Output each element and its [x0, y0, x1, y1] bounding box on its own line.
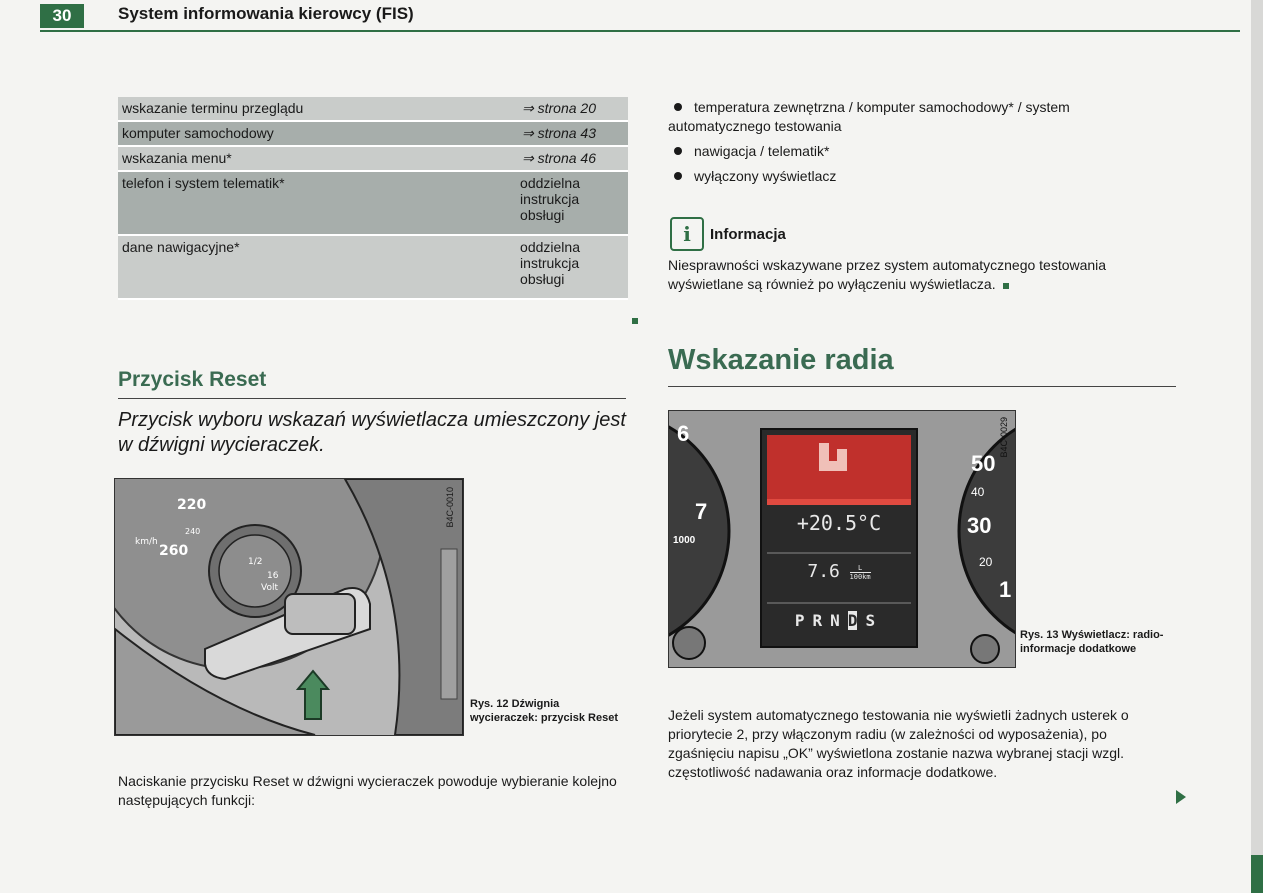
wiper-lever-illustration: [115, 479, 463, 735]
info-icon: i: [670, 217, 704, 251]
gear-p: P: [794, 611, 813, 630]
table-cell-label: dane nawigacyjne*: [118, 235, 516, 299]
bullet-icon: [674, 147, 682, 155]
table-cell-ref[interactable]: ⇒ strona 43: [516, 121, 628, 146]
section-rule: [668, 386, 1176, 387]
list-item: nawigacja / telematik*: [668, 142, 1168, 161]
dial-label: 30: [967, 513, 992, 538]
gauge-label: Volt: [261, 583, 278, 593]
section-tab: [1251, 855, 1263, 893]
gauge-label: 1/2: [248, 557, 263, 567]
end-marker: [1003, 283, 1009, 289]
table-row: [118, 97, 628, 121]
wiper-lever-figure: [114, 478, 464, 736]
dial-label: 6: [677, 421, 690, 446]
table-cell-ref: oddzielna instrukcja obsługi: [516, 235, 628, 299]
gear-indicator: [767, 611, 911, 630]
table-cell-label: wskazanie terminu przeglądu: [118, 97, 516, 121]
table-cell-label: komputer samochodowy: [118, 121, 516, 146]
section-heading: Przycisk Reset: [118, 368, 267, 391]
gear-d-active: D: [847, 611, 858, 630]
table-cell-ref[interactable]: ⇒ strona 46: [516, 146, 628, 171]
gauge-label: km/h: [135, 537, 158, 547]
info-text: Niesprawności wskazywane przez system automatycznego testowania wyświetlane są również po wyłączeniu wyświetlacza.: [668, 257, 1107, 292]
section-heading: Wskazanie radia: [668, 344, 894, 376]
bullet-icon: [674, 172, 682, 180]
caption-text: Wyświetlacz: radio-informacje dodatkowe: [1020, 629, 1164, 655]
gear-n: N: [830, 611, 848, 630]
body-paragraph: Naciskanie przycisku Reset w dźwigni wycieraczek powoduje wybieranie kolejno następujących funkcji:: [118, 773, 617, 808]
caption-label: Rys. 13: [1020, 629, 1059, 641]
gauge-label: 260: [159, 543, 189, 559]
table-cell-ref: oddzielna instrukcja obsługi: [516, 171, 628, 235]
dial-label: 1000: [673, 535, 696, 546]
figure-code: B4C-0010: [445, 487, 455, 528]
section-rule: [118, 398, 626, 399]
table-cell-label: telefon i system telematik*: [118, 171, 516, 235]
caption-text: Dźwignia wycieraczek: przycisk Reset: [470, 698, 618, 724]
figure-caption: [470, 697, 620, 725]
info-title: Informacja: [710, 226, 786, 243]
gauge-label: 16: [267, 571, 279, 581]
dial-label: 1: [999, 577, 1012, 602]
header-rule: [40, 30, 1240, 32]
table-row: [118, 235, 628, 299]
dial-label: 20: [979, 555, 993, 569]
end-marker: [632, 318, 638, 324]
gauge-label: 240: [185, 527, 201, 536]
page-edge: [1251, 0, 1263, 893]
list-item: wyłączony wyświetlacz: [668, 167, 1168, 186]
page-title: System informowania kierowcy (FIS): [118, 4, 414, 23]
function-list: [668, 98, 1168, 192]
figure-code: B4C-0029: [999, 417, 1009, 458]
consumption-readout: 7.6 $\frac{L}{100km}$: [807, 561, 871, 582]
table-row: [118, 121, 628, 146]
figure-caption: [1020, 628, 1170, 656]
list-item: temperatura zewnętrzna / komputer samochodowy* / system automatycznego testowania: [668, 99, 1070, 134]
display-functions-table: [118, 97, 628, 300]
gear-r: R: [812, 611, 831, 630]
dial-label: 40: [971, 485, 985, 499]
body-paragraph: Jeżeli system automatycznego testowania nie wyświetli żadnych usterek o priorytecie 2, przy włączonym radiu (w zależności od wyposażenia), po zgaśnięciu napisu „OK” wyświetlona zostanie nazwa wybranej stacji wzgl. częstotliwość nadawania oraz informacje dodatkowe.: [668, 707, 1129, 780]
caption-label: Rys. 12: [470, 698, 509, 710]
gear-s: S: [865, 611, 884, 630]
table-cell-label: wskazania menu*: [118, 146, 516, 171]
section-subtitle: Przycisk wyboru wskazań wyświetlacza umieszczony jest w dźwigni wycieraczek.: [118, 409, 626, 456]
gauge-label: 220: [177, 497, 207, 513]
table-cell-ref[interactable]: ⇒ strona 20: [516, 97, 628, 121]
radio-display-figure: [668, 410, 1016, 668]
bullet-icon: [674, 103, 682, 111]
page-number: 30: [40, 4, 84, 28]
table-row: [118, 146, 628, 171]
dial-label: 7: [695, 499, 708, 524]
dial-label: 50: [971, 451, 996, 476]
temperature-readout: +20.5°C: [796, 511, 882, 535]
continue-arrow-icon: [1176, 790, 1186, 804]
table-row: [118, 171, 628, 235]
